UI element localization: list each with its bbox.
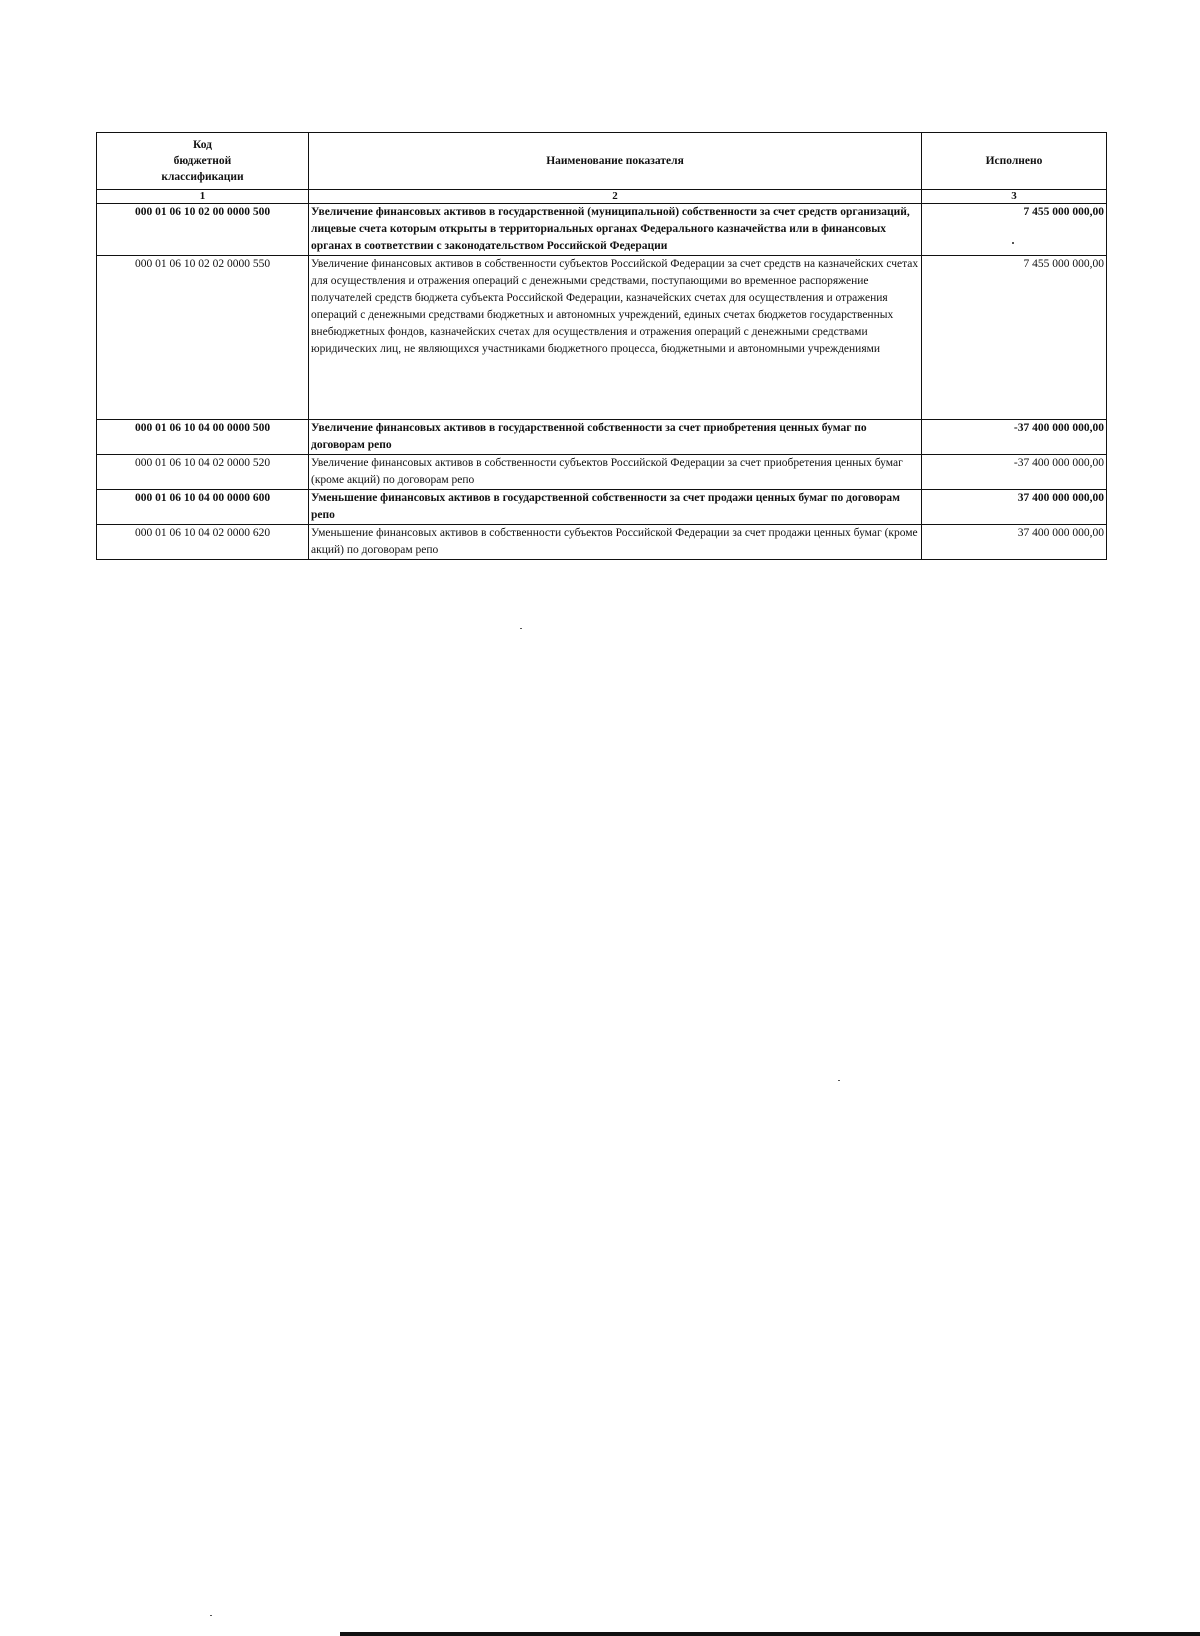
header-executed: Исполнено: [922, 133, 1107, 190]
amount-cell: 7 455 000 000,00: [922, 256, 1107, 420]
amount-cell: 37 400 000 000,00: [922, 525, 1107, 560]
header-code-line: Код: [192, 139, 212, 151]
scan-speck: [838, 1080, 840, 1081]
indicator-name-cell: Увеличение финансовых активов в государственной собственности за счет приобретения ценных бумаг по договорам репо: [309, 420, 922, 455]
table-header-row: [97, 133, 1107, 190]
table-row: [97, 525, 1107, 560]
budget-code-cell: 000 01 06 10 04 00 0000 500: [97, 420, 309, 455]
scan-speck: [1012, 242, 1014, 244]
budget-code-cell: 000 01 06 10 02 02 0000 550: [97, 256, 309, 420]
amount-cell: -37 400 000 000,00: [922, 420, 1107, 455]
table-row: [97, 455, 1107, 490]
indicator-name-cell: Уменьшение финансовых активов в государственной собственности за счет продажи ценных бумаг по договорам репо: [309, 490, 922, 525]
header-name: Наименование показателя: [309, 133, 922, 190]
scan-speck: [520, 628, 522, 629]
header-code: [97, 133, 309, 190]
header-code-line: классификации: [161, 171, 244, 183]
column-number-row: [97, 190, 1107, 204]
indicator-name-cell: Увеличение финансовых активов в собственности субъектов Российской Федерации за счет приобретения ценных бумаг (кроме акций) по договорам репо: [309, 455, 922, 490]
scan-edge-bar: [340, 1632, 1200, 1636]
budget-code-cell: 000 01 06 10 04 02 0000 520: [97, 455, 309, 490]
table-row: [97, 204, 1107, 256]
amount-cell: -37 400 000 000,00: [922, 455, 1107, 490]
amount-cell: 37 400 000 000,00: [922, 490, 1107, 525]
budget-code-cell: 000 01 06 10 04 02 0000 620: [97, 525, 309, 560]
table-row: [97, 420, 1107, 455]
indicator-name-cell: Увеличение финансовых активов в собственности субъектов Российской Федерации за счет средств на казначейских счетах для осуществления и отражения операций с денежными средствами, поступающими во временное распоряжение получателей средств бюджета субъекта Российской Федерации, казначейских счетах для осуществления и отражения операций с денежными средствами бюджетных и автономных учреждений, единых счетах бюджетов государственных внебюджетных фондов, казначейских счетах для осуществления и отражения операций с денежными средствами юридических лиц, не являющихся участниками бюджетного процесса, бюджетными и автономными учреждениями: [309, 256, 922, 420]
column-number: 1: [97, 190, 309, 204]
table-row: [97, 256, 1107, 420]
table-row: [97, 490, 1107, 525]
budget-code-cell: 000 01 06 10 04 00 0000 600: [97, 490, 309, 525]
indicator-name-cell: Увеличение финансовых активов в государственной (муниципальной) собственности за счет средств организаций, лицевые счета которым открыты в территориальных органах Федерального казначейства или в финансовых органах в соответствии с законодательством Российской Федерации: [309, 204, 922, 256]
column-number: 2: [309, 190, 922, 204]
budget-execution-table: [96, 132, 1107, 560]
budget-code-cell: 000 01 06 10 02 00 0000 500: [97, 204, 309, 256]
amount-cell: 7 455 000 000,00: [922, 204, 1107, 256]
column-number: 3: [922, 190, 1107, 204]
indicator-name-cell: Уменьшение финансовых активов в собственности субъектов Российской Федерации за счет продажи ценных бумаг (кроме акций) по договорам репо: [309, 525, 922, 560]
scan-speck: [210, 1615, 212, 1616]
header-code-line: бюджетной: [173, 155, 232, 167]
